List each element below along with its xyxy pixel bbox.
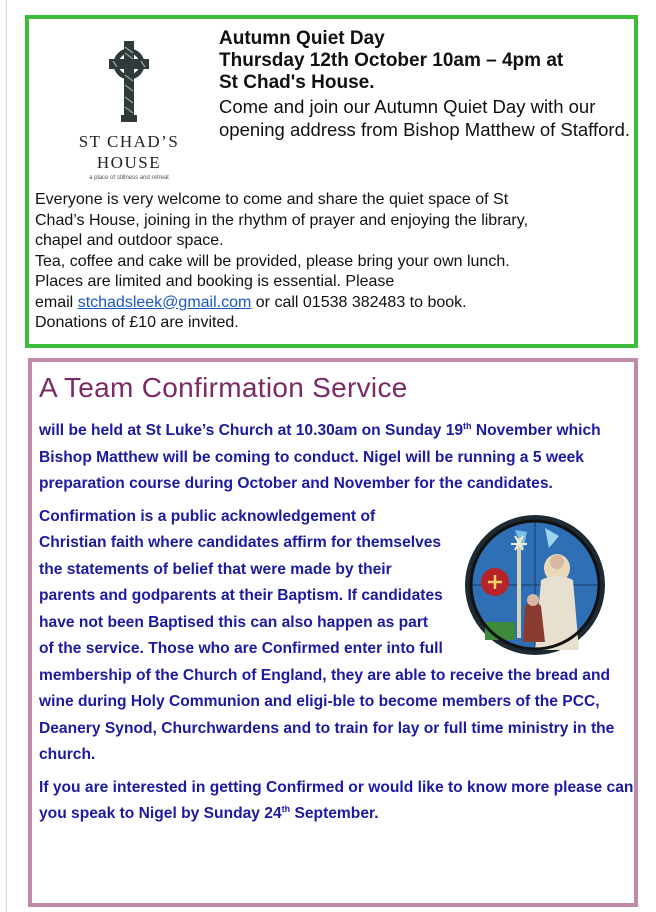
logo-name (54, 131, 204, 173)
confirmation-paragraph-1 (39, 418, 635, 498)
p3-text-b: September. (290, 805, 379, 822)
confirmation-title: A Team Confirmation Service (39, 372, 408, 403)
event-line: Chad’s House, joining in the rhythm of prayer and enjoying the library, (35, 211, 529, 229)
event-heading (219, 28, 639, 141)
confirmation-paragraph-2 (39, 504, 635, 769)
event-details (35, 190, 630, 334)
quiet-day-box (25, 15, 638, 348)
confirmation-paragraph-3 (39, 775, 635, 828)
p1-text-a: will be held at St Luke’s Church at 10.30am on Sunday 19 (39, 422, 464, 439)
p3-text-a: If you are interested in getting Confirmed or would like to know more please can you speak to Nigel by Sunday 24 (39, 778, 634, 822)
event-where: St Chad's House. (219, 72, 375, 93)
event-line: Tea, coffee and cake will be provided, please bring your own lunch. (35, 252, 510, 270)
p1-text-b: November which Bishop Matthew will be coming to conduct. Nigel will be running a 5 week preparation course during October and November for the candidates. (39, 422, 601, 492)
st-chads-logo (54, 39, 204, 181)
event-intro: Come and join our Autumn Quiet Day with our opening address from Bishop Matthew of Stafford. (219, 96, 631, 140)
event-line: Places are limited and booking is essential. Please (35, 273, 395, 290)
p1-ordinal: th (463, 420, 472, 431)
confirmation-box (28, 358, 638, 907)
celtic-cross-icon (107, 39, 151, 123)
event-title: Autumn Quiet Day (219, 28, 385, 49)
event-line: chapel and outdoor space. (35, 232, 224, 249)
donations-line: Donations of £10 are invited. (35, 314, 239, 331)
p2-text: Confirmation is a public acknowledgement of Christian faith where candidates affirm for themselves the statements of belief that were made by their parents and godparents at their Baptism. If candidates have not been Baptised this can also happen as part of the service. Those who are Confirmed enter into full membership of the Church of England, they are able to receive the bread and wine during Holy Communion and eligi-ble to become members of the PCC, Deanery Synod, Churchwardens and to train for lay or full time ministry in the church. (39, 507, 615, 763)
logo-tagline: a place of stillness and retreat (89, 175, 169, 181)
booking-line (35, 293, 630, 314)
event-when: Thursday 12th October 10am – 4pm at (219, 50, 564, 71)
page-left-rule (6, 0, 7, 912)
logo-name-line1: ST CHAD’S (78, 132, 180, 151)
confirmation-body (39, 418, 635, 828)
stained-glass-window-image (455, 510, 641, 660)
event-line: Everyone is very welcome to come and share the quiet space of St (35, 191, 509, 208)
p3-ordinal: th (281, 803, 291, 814)
email-prefix: email (35, 293, 78, 311)
email-suffix: or call 01538 382483 to book. (251, 293, 467, 311)
logo-name-line2: HOUSE (96, 153, 162, 172)
email-link[interactable]: stchadsleek@gmail.com (77, 293, 252, 311)
